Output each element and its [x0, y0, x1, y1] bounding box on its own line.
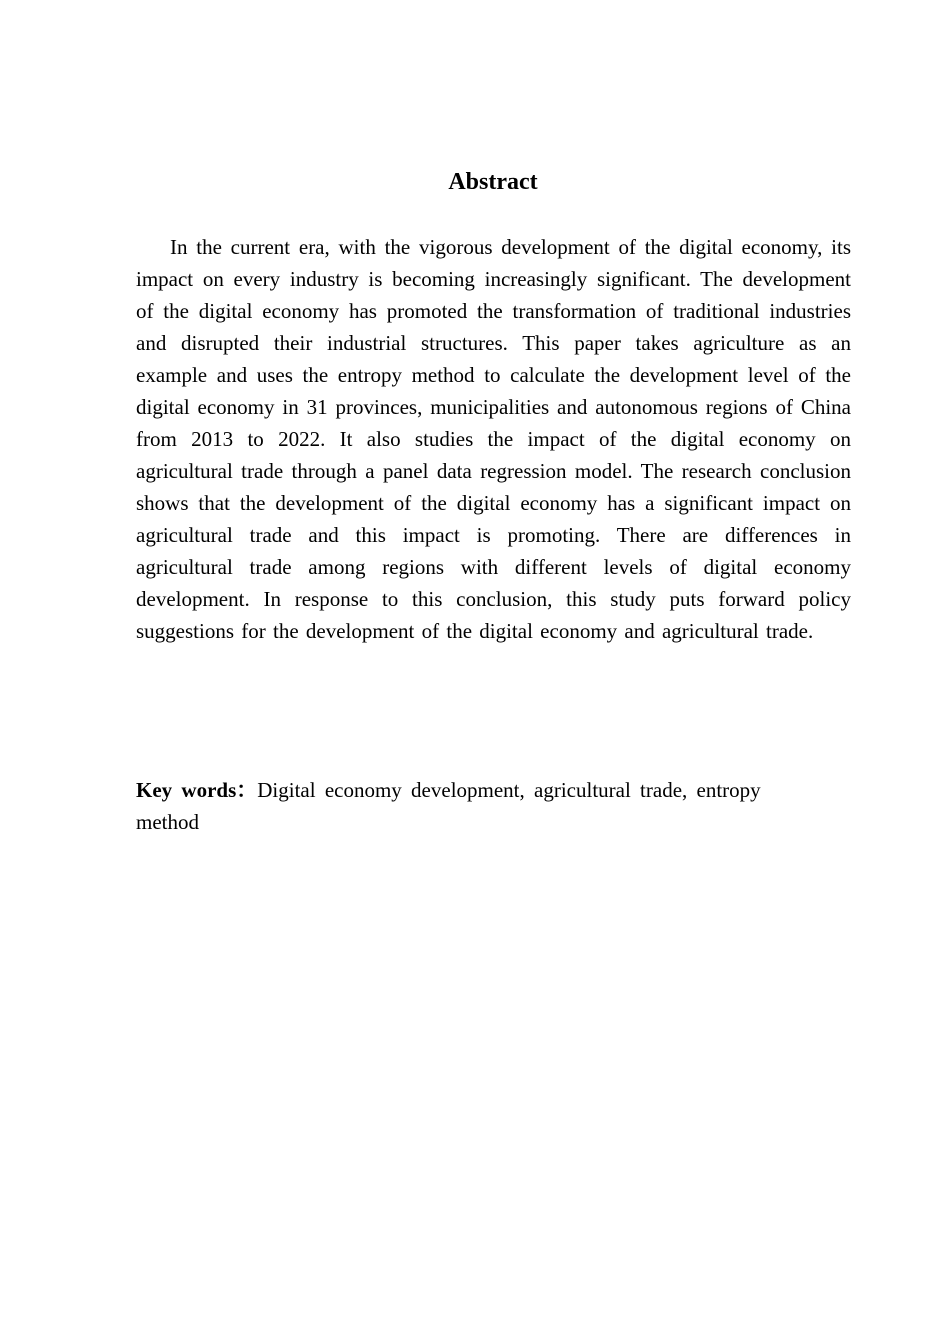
- keywords-line: [136, 774, 796, 838]
- keywords-text: Digital economy development, agricultural trade, entropy method: [136, 778, 761, 834]
- keywords-label: Key words：: [136, 778, 258, 802]
- abstract-paragraph: In the current era, with the vigorous development of the digital economy, its impact on every industry is becoming increasingly significant. The development of the digital economy has promoted the transformation of traditional industries and disrupted their industrial structures. This paper takes agriculture as an example and uses the entropy method to calculate the development level of the digital economy in 31 provinces, municipalities and autonomous regions of China from 2013 to 2022. It also studies the impact of the digital economy on agricultural trade through a panel data regression model. The research conclusion shows that the development of the digital economy has a significant impact on agricultural trade and this impact is promoting. There are differences in agricultural trade among regions with different levels of digital economy development. In response to this conclusion, this study puts forward policy suggestions for the development of the digital economy and agricultural trade.: [136, 235, 851, 643]
- abstract-title: Abstract: [448, 169, 538, 195]
